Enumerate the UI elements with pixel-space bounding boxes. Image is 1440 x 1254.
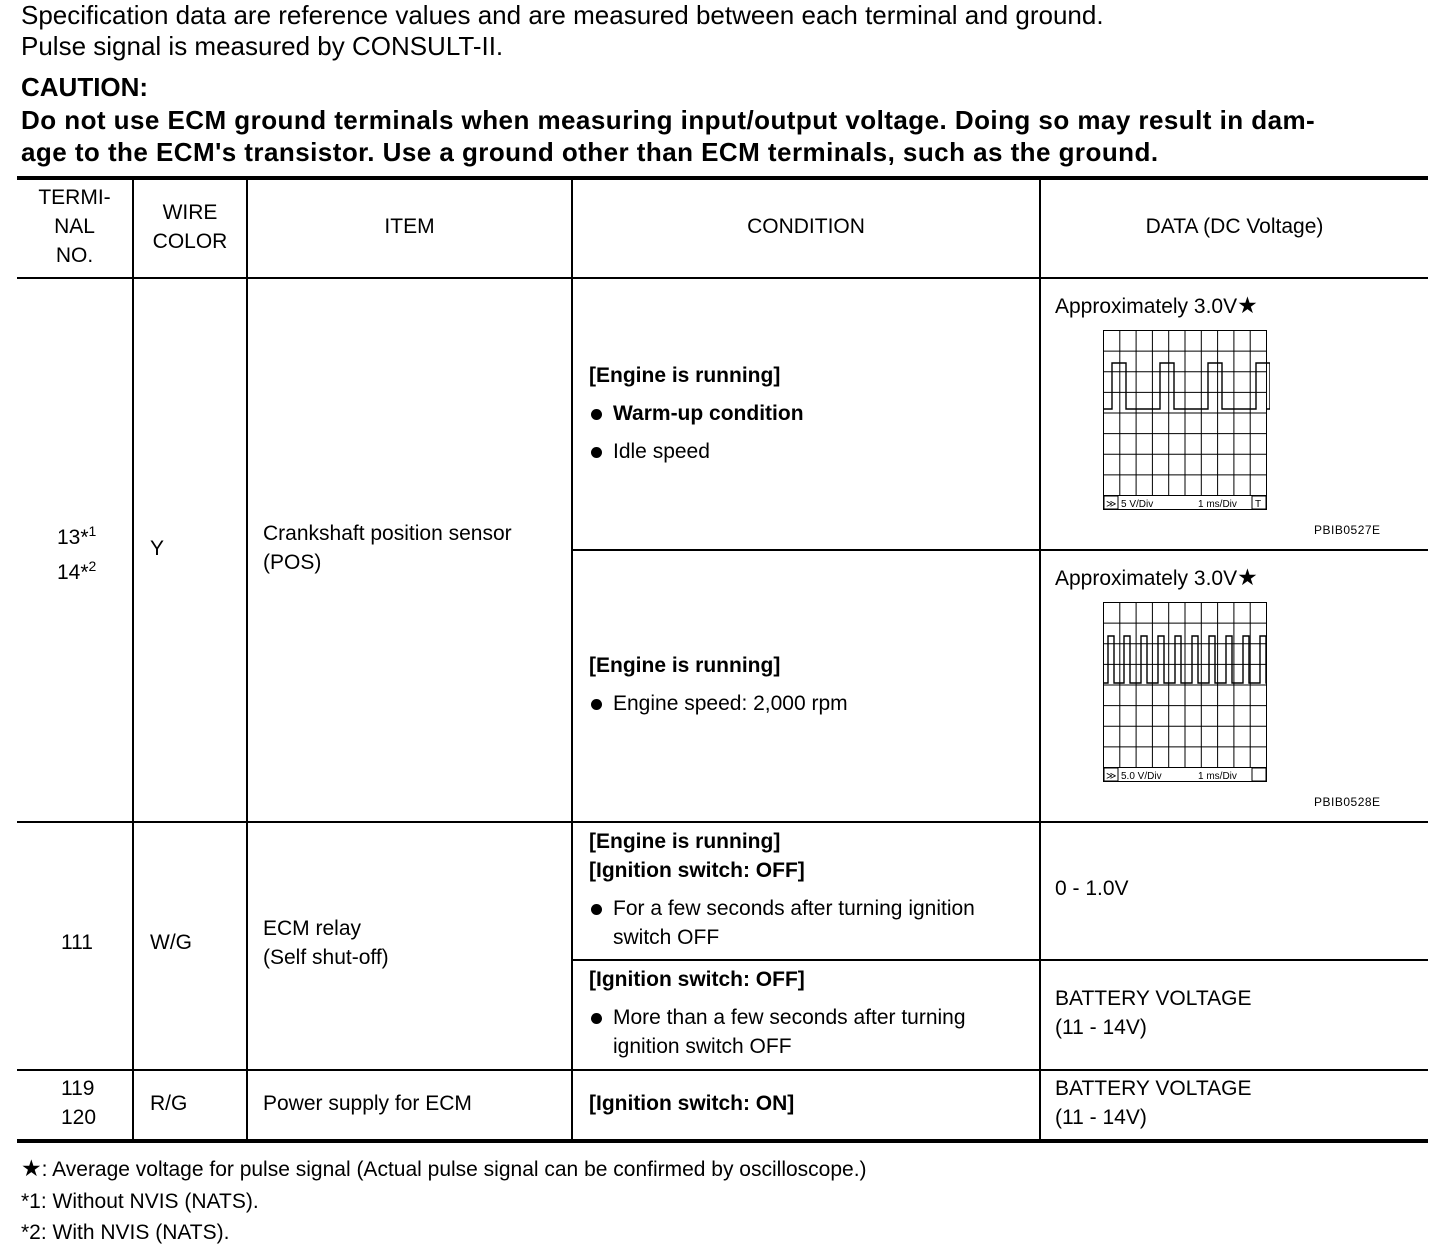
row2-sub-divider [572, 959, 1428, 961]
row2-cond2-bullet-line-1: More than a few seconds after turning [613, 1006, 966, 1029]
row1-cond1-bullet-1: Warm-up condition [589, 399, 1029, 428]
row1-data2-text: Approximately 3.0V [1055, 567, 1238, 590]
footnote-star [21, 1154, 867, 1184]
row3-terminal-1: 119 [61, 1077, 95, 1100]
row1-data-1 [1055, 291, 1258, 321]
caution-line-2: age to the ECM's transistor. Use a ground other than ECM terminals, such as the ground. [21, 137, 1159, 167]
caution-line-1: Do not use ECM ground terminals when measuring input/output voltage. Doing so may result in dam- [21, 105, 1316, 135]
row1-divider [17, 821, 1428, 823]
row2-cond2-head: [Ignition switch: OFF] [589, 968, 805, 991]
scope-waveform-line [1104, 363, 1271, 409]
col-divider-2 [246, 180, 248, 1139]
row1-condition-1 [589, 361, 1029, 466]
row1-cond2-bullet-1: Engine speed: 2,000 rpm [589, 689, 1029, 718]
header-terminal [17, 183, 132, 270]
row1-cond1-head: [Engine is running] [589, 364, 781, 387]
row1-terminal-a-sup: 1 [88, 523, 97, 539]
col-divider-3 [571, 180, 573, 1139]
footnote-2: *2: With NVIS (NATS). [21, 1221, 230, 1244]
scope1-volt-div: 5 V/Div [1121, 499, 1154, 510]
header-wire-color [134, 198, 246, 256]
row2-data2-line-2: (11 - 14V) [1055, 1016, 1147, 1039]
row2-item-1: ECM relay [263, 917, 362, 940]
header-item: ITEM [384, 215, 435, 238]
header-wire-2: COLOR [152, 230, 228, 253]
row1-cond2-head: [Engine is running] [589, 654, 781, 677]
row3-data-line-2: (11 - 14V) [1055, 1106, 1147, 1129]
row2-item-2: (Self shut-off) [263, 946, 389, 969]
row1-cond1-bullet-2: Idle speed [589, 437, 1029, 466]
row1-terminal-a: 13* [57, 526, 89, 549]
row2-cond1-bullet-line-1: For a few seconds after turning ignition [613, 897, 975, 920]
row2-condition-2 [589, 965, 1029, 1061]
star-icon: ★ [1237, 292, 1258, 318]
scope2-time-div: 1 ms/Div [1198, 771, 1237, 782]
intro-line-1: Specification data are reference values and are measured between each terminal and ground. [21, 0, 1104, 30]
row1-sub-divider [572, 549, 1428, 551]
row1-terminal-b-sup: 2 [88, 558, 97, 574]
row2-divider [17, 1069, 1428, 1071]
scope1-trigger: T [1255, 499, 1262, 510]
footnote-1: *1: Without NVIS (NATS). [21, 1190, 259, 1213]
header-data: DATA (DC Voltage) [1145, 215, 1324, 238]
oscilloscope-waveform-1 [1102, 329, 1270, 513]
row1-terminal [57, 517, 96, 587]
scope1-code: PBIB0527E [1314, 523, 1381, 537]
row1-terminal-b: 14* [57, 561, 89, 584]
scope2-marker: ≫ [1106, 771, 1117, 782]
header-divider [17, 277, 1428, 279]
header-condition: CONDITION [747, 215, 865, 238]
table-top-rule [17, 176, 1428, 180]
footnote-star-text: : Average voltage for pulse signal (Actual pulse signal can be confirmed by oscilloscope.) [41, 1158, 867, 1181]
row1-wire-color: Y [150, 537, 165, 560]
row2-cond1-bullet [589, 894, 1029, 952]
row3-data [1055, 1074, 1251, 1132]
row3-data-line-1: BATTERY VOLTAGE [1055, 1077, 1252, 1100]
row2-terminal: 111 [61, 931, 93, 954]
intro-line-2: Pulse signal is measured by CONSULT-II. [21, 31, 504, 61]
row2-cond2-bullet [589, 1003, 1029, 1061]
row2-item [263, 914, 389, 972]
row2-cond2-bullet-line-2: ignition switch OFF [613, 1035, 792, 1058]
row1-item-2: (POS) [263, 551, 322, 574]
star-icon: ★ [21, 1155, 42, 1181]
row3-terminal [61, 1074, 96, 1132]
header-terminal-1: TERMI- [38, 186, 111, 209]
col-divider-1 [132, 180, 134, 1139]
header-wire-1: WIRE [162, 201, 218, 224]
row2-cond1-head-2: [Ignition switch: OFF] [589, 859, 805, 882]
row3-terminal-2: 120 [61, 1106, 97, 1129]
row1-item-1: Crankshaft position sensor [263, 522, 512, 545]
row1-condition-2 [589, 651, 1029, 718]
scope2-code: PBIB0528E [1314, 795, 1381, 809]
oscilloscope-waveform-2 [1102, 601, 1270, 785]
star-icon: ★ [1237, 564, 1258, 590]
row3-wire-color: R/G [150, 1092, 188, 1115]
row2-data-1: 0 - 1.0V [1055, 877, 1129, 900]
row2-wire-color: W/G [150, 931, 192, 954]
caution-heading: CAUTION: [21, 72, 149, 102]
row3-condition: [Ignition switch: ON] [589, 1092, 795, 1115]
row1-data1-text: Approximately 3.0V [1055, 295, 1238, 318]
caution-text [21, 104, 1431, 168]
row1-data-2 [1055, 563, 1258, 593]
scope1-marker: ≫ [1106, 499, 1117, 510]
row2-cond1-head-1: [Engine is running] [589, 830, 781, 853]
header-terminal-3: NO. [55, 244, 94, 267]
row2-data2-line-1: BATTERY VOLTAGE [1055, 987, 1252, 1010]
scope2-volt-div: 5.0 V/Div [1121, 771, 1162, 782]
row2-cond1-bullet-line-2: switch OFF [613, 926, 720, 949]
scope1-time-div: 1 ms/Div [1198, 499, 1237, 510]
row2-data-2 [1055, 984, 1251, 1042]
row1-item [263, 519, 512, 577]
header-terminal-2: NAL [54, 215, 95, 238]
row2-condition-1 [589, 827, 1029, 952]
table-bottom-rule [17, 1139, 1428, 1143]
col-divider-4 [1039, 180, 1041, 1139]
row3-item: Power supply for ECM [263, 1092, 472, 1115]
